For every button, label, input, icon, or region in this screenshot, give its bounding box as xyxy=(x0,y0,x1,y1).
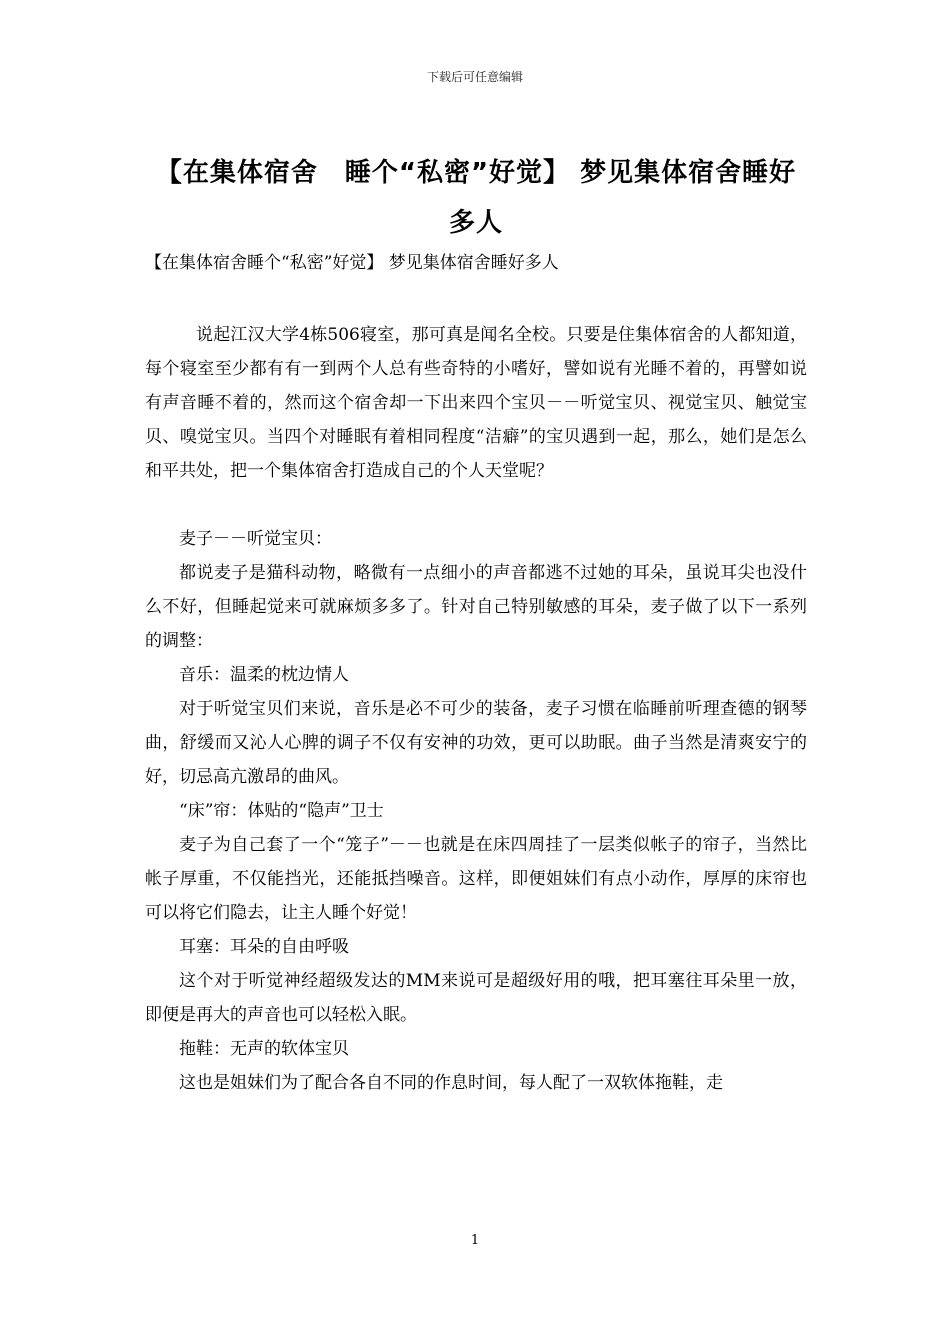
section-heading: 麦子－－听觉宝贝： xyxy=(179,529,332,549)
item-heading-music: 音乐：温柔的枕边情人 xyxy=(179,665,349,685)
item-heading-slippers: 拖鞋：无声的软体宝贝 xyxy=(179,1039,349,1059)
item-heading-earplugs: 耳塞：耳朵的自由呼吸 xyxy=(179,937,349,957)
section-intro-paragraph: 都说麦子是猫科动物，略微有一点细小的声音都逃不过她的耳朵，虽说耳尖也没什么不好，但睡起觉来可就麻烦多多了。针对自己特别敏感的耳朵，麦子做了以下一系列的调整： xyxy=(145,563,807,651)
paragraph-gap xyxy=(145,488,807,522)
document-title: 【在集体宿舍 睡个“私密”好觉】 梦见集体宿舍睡好多人 xyxy=(155,158,797,238)
item-text-music: 对于听觉宝贝们来说，音乐是必不可少的装备，麦子习惯在临睡前听理查德的钢琴曲，舒缓而又沁人心脾的调子不仅有安神的功效，更可以助眠。曲子当然是清爽安宁的好，切忌高亢激昂的曲风。 xyxy=(145,699,807,787)
page-header-note: 下载后可任意编辑 xyxy=(426,70,523,84)
intro-paragraph: 说起江汉大学4栋506寝室，那可真是闻名全校。只要是住集体宿舍的人都知道，每个寝室至少都有有一到两个人总有些奇特的小嗜好，譬如说有光睡不着的，再譬如说有声音睡不着的，然而这个宿舍却一下出来四个宝贝－－听觉宝贝、视觉宝贝、触觉宝贝、嗅觉宝贝。当四个对睡眠有着相同程度“洁癖”的宝贝遇到一起，那么，她们是怎么和平共处，把一个集体宿舍打造成自己的个人天堂呢？ xyxy=(145,325,807,481)
document-subtitle: 【在集体宿舍睡个“私密”好觉】 梦见集体宿舍睡好多人 xyxy=(145,253,559,273)
item-text-earplugs: 这个对于听觉神经超级发达的MM来说可是超级好用的哦，把耳塞往耳朵里一放，即便是再大的声音也可以轻松入眠。 xyxy=(145,971,807,1025)
document-body xyxy=(145,318,807,1100)
item-heading-curtain: “床”帘：体贴的“隐声”卫士 xyxy=(179,801,384,821)
page-number: 1 xyxy=(470,1233,480,1248)
item-text-slippers: 这也是姐妹们为了配合各自不同的作息时间，每人配了一双软体拖鞋，走 xyxy=(179,1073,723,1093)
item-text-curtain: 麦子为自己套了一个“笼子”－－也就是在床四周挂了一层类似帐子的帘子，当然比帐子厚重，不仅能挡光，还能抵挡噪音。这样，即便姐妹们有点小动作，厚厚的床帘也可以将它们隐去，让主人睡个好觉！ xyxy=(145,835,807,923)
